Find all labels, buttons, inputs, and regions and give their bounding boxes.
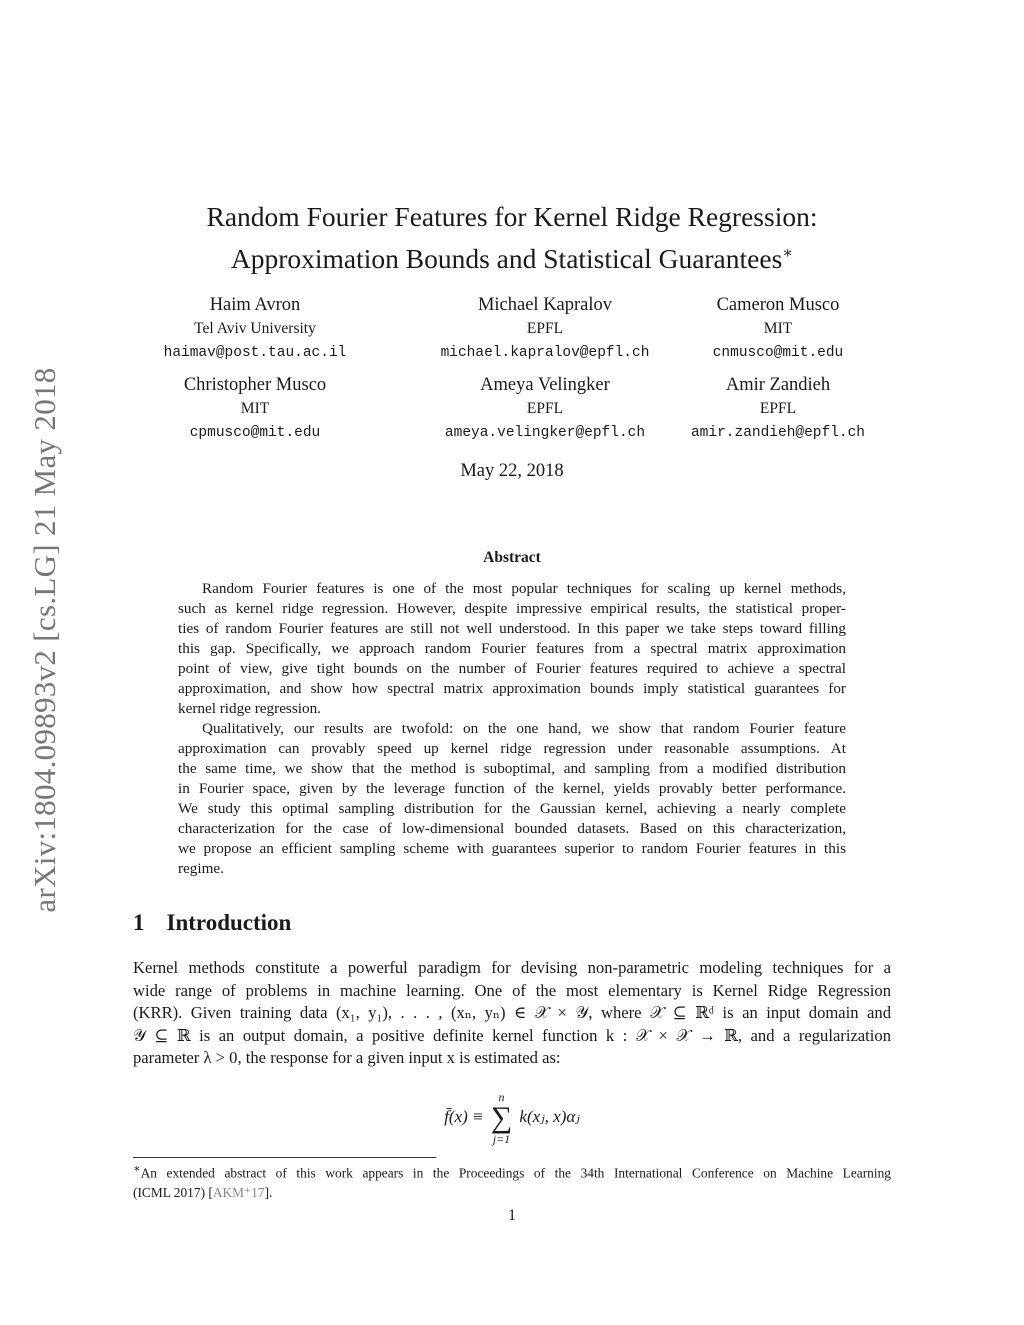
text-line: the same time, we show that the method is suboptimal, and sampling from a modified distribution bbox=[178, 760, 846, 777]
abstract-body bbox=[178, 579, 846, 879]
author-block bbox=[628, 373, 928, 445]
equation-lhs: f̄(x) ≡ bbox=[444, 1106, 484, 1126]
text-line: Kernel methods constitute a powerful paradigm for devising non-parametric modeling techniques for a bbox=[133, 958, 891, 977]
text-line: Qualitatively, our results are twofold: on the one hand, we show that random Fourier feature bbox=[202, 720, 846, 737]
author-email[interactable]: cnmusco@mit.edu bbox=[712, 345, 844, 361]
author-block bbox=[105, 373, 405, 445]
author-name: Christopher Musco bbox=[183, 375, 327, 395]
author-name: Amir Zandieh bbox=[725, 375, 831, 395]
author-name: Ameya Velingker bbox=[480, 375, 610, 395]
title-footnote-mark: ∗ bbox=[782, 245, 794, 262]
paper-title bbox=[0, 198, 1024, 277]
author-name: Michael Kapralov bbox=[477, 295, 613, 315]
footnote-text: (ICML 2017) [ bbox=[133, 1185, 213, 1201]
footnote-text: ]. bbox=[264, 1185, 273, 1201]
footnote-rule bbox=[133, 1157, 436, 1158]
text-line: this gap. Specifically, we approach random Fourier features from a spectral matrix approximation bbox=[178, 640, 846, 657]
author-affiliation: EPFL bbox=[526, 320, 564, 337]
text-line: We study this optimal sampling distribution for the Gaussian kernel, achieving a nearly complete bbox=[178, 800, 846, 817]
section-title: Introduction bbox=[166, 910, 292, 935]
date: May 22, 2018 bbox=[460, 461, 564, 481]
author-email[interactable]: cpmusco@mit.edu bbox=[189, 425, 321, 441]
equation-krr bbox=[0, 1090, 1024, 1146]
arxiv-stamp: arXiv:1804.09893v2 [cs.LG] 21 May 2018 bbox=[27, 367, 62, 913]
author-email[interactable]: ameya.velingker@epfl.ch bbox=[444, 425, 646, 441]
footnote-line bbox=[133, 1159, 891, 1183]
author-affiliation: EPFL bbox=[759, 400, 797, 417]
text-line: wide range of problems in machine learning. One of the most elementary is Kernel Ridge Regression bbox=[133, 980, 891, 1000]
author-email[interactable]: michael.kapralov@epfl.ch bbox=[440, 345, 650, 361]
author-affiliation: MIT bbox=[763, 320, 793, 337]
author-block bbox=[105, 293, 405, 365]
text-line: in Fourier space, given by the leverage function of the kernel, yields provably better performance. bbox=[178, 780, 846, 797]
author-affiliation: EPFL bbox=[526, 400, 564, 417]
text-line: parameter λ > 0, the response for a given input x is estimated as: bbox=[133, 1048, 561, 1068]
section-number: 1 bbox=[133, 910, 145, 935]
introduction-body bbox=[133, 957, 891, 1070]
author-name: Haim Avron bbox=[209, 295, 301, 315]
text-line: approximation can provably speed up kernel ridge regression under reasonable assumptions. At bbox=[178, 740, 846, 757]
text-line: (KRR). Given training data (x₁, y₁), . . . , (xₙ, yₙ) ∈ 𝒳 × 𝒴, where 𝒳 ⊆ ℝᵈ is an input domain and bbox=[133, 1003, 891, 1023]
text-line: kernel ridge regression. bbox=[178, 700, 321, 717]
text-line: regime. bbox=[178, 860, 224, 877]
sigma-symbol: ∑ bbox=[490, 1101, 513, 1134]
citation-link[interactable]: AKM⁺17 bbox=[212, 1185, 265, 1201]
text-line: characterization for the case of low-dimensional bounded datasets. Based on this characterization, bbox=[178, 820, 846, 837]
footnote bbox=[133, 1159, 891, 1203]
author-affiliation: MIT bbox=[240, 400, 270, 417]
text-line: we propose an efficient sampling scheme with guarantees superior to random Fourier features in this bbox=[178, 840, 846, 857]
summation bbox=[491, 1090, 512, 1146]
author-affiliation: Tel Aviv University bbox=[194, 320, 316, 337]
footnote-line bbox=[133, 1183, 891, 1203]
footnote-mark: ∗ bbox=[133, 1163, 141, 1175]
title-line-1: Random Fourier Features for Kernel Ridge Regression: bbox=[206, 201, 818, 232]
equation-rhs: k(xⱼ, x)αⱼ bbox=[519, 1106, 580, 1126]
text-line: such as kernel ridge regression. However, despite impressive empirical results, the statistical proper- bbox=[178, 600, 846, 617]
author-block bbox=[628, 293, 928, 365]
text-line: approximation, and show how spectral matrix approximation bounds imply statistical guarantees for bbox=[178, 680, 846, 697]
text-line: ties of random Fourier features are still not well understood. In this paper we take steps toward filling bbox=[178, 620, 846, 637]
section-heading-introduction bbox=[133, 910, 313, 936]
page-number: 1 bbox=[508, 1207, 516, 1224]
title-line-2 bbox=[0, 235, 1024, 277]
author-email[interactable]: amir.zandieh@epfl.ch bbox=[690, 425, 866, 441]
text-line: 𝒴 ⊆ ℝ is an output domain, a positive definite kernel function k : 𝒳 × 𝒳 → ℝ, and a regularization bbox=[133, 1025, 891, 1045]
sum-lower: j=1 bbox=[492, 1132, 511, 1146]
author-name: Cameron Musco bbox=[716, 295, 840, 315]
abstract-heading: Abstract bbox=[483, 549, 541, 566]
sum-upper: n bbox=[498, 1090, 505, 1104]
footnote-text: An extended abstract of this work appears in the Proceedings of the 34th International Conference on Machine Learning bbox=[140, 1165, 891, 1181]
author-email[interactable]: haimav@post.tau.ac.il bbox=[163, 345, 347, 361]
text-line: Random Fourier features is one of the most popular techniques for scaling up kernel methods, bbox=[202, 580, 846, 597]
title-line-2-text: Approximation Bounds and Statistical Guarantees bbox=[230, 243, 783, 275]
text-line: point of view, give tight bounds on the number of Fourier features required to achieve a spectral bbox=[178, 660, 846, 677]
